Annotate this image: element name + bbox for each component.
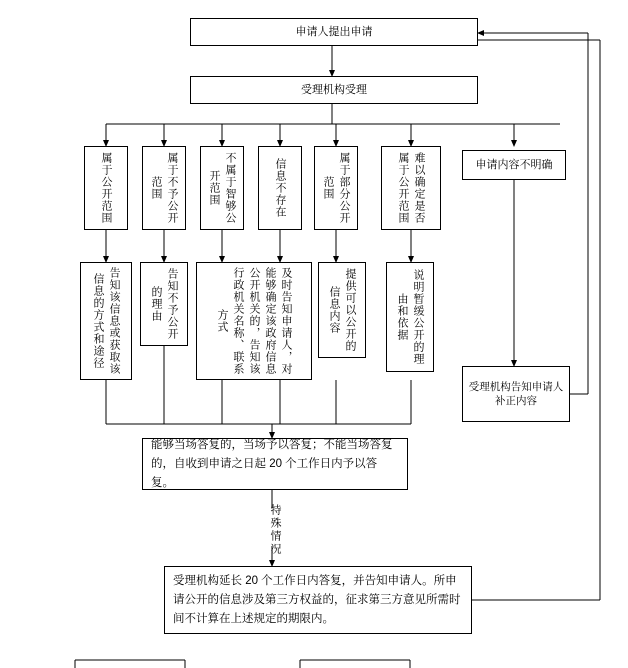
node-category-not-belong: 不属于智够公开范围 [200,146,244,230]
node-action-inform-agency: 及时告知申请人，对能够确定该政府信息公开机关的，告知该行政机关名称、联系方式 [196,262,312,380]
node-extension: 受理机构延长 20 个工作日内答复，并告知申请人。所申请公开的信息涉及第三方权益的，征求第三方意见所需时间不计算在上述规定的期限内。 [164,566,472,634]
node-category-partial-public: 属于部分公开范围 [314,146,358,230]
node-apply: 申请人提出申请 [190,18,478,46]
node-accept: 受理机构受理 [190,76,478,104]
node-action-inform-method: 告知该信息或获取该信息的方式和途径 [80,262,132,380]
node-action-explain-postpone: 说明暂缓公开的理由和依据 [386,262,434,372]
node-reply-timeframe: 能够当场答复的，当场予以答复；不能当场答复的，自收到申请之日起 20 个工作日内予以答复。 [142,438,408,490]
node-category-undetermined: 难以确定是否属于公开范围 [381,146,441,230]
node-category-unclear-content: 申请内容不明确 [462,150,566,180]
node-action-inform-reason: 告知不予公开的理由 [140,262,188,346]
node-action-supplement-notice: 受理机构告知申请人补正内容 [462,366,570,422]
node-category-not-exist: 信息不存在 [258,146,302,230]
label-special-circumstances: 特殊情况 [269,504,281,556]
node-category-not-public-scope: 属于不予公开范围 [142,146,186,230]
node-action-provide-public-part: 提供可以公开的信息内容 [318,262,366,358]
node-category-public-scope: 属于公开范围 [84,146,128,230]
